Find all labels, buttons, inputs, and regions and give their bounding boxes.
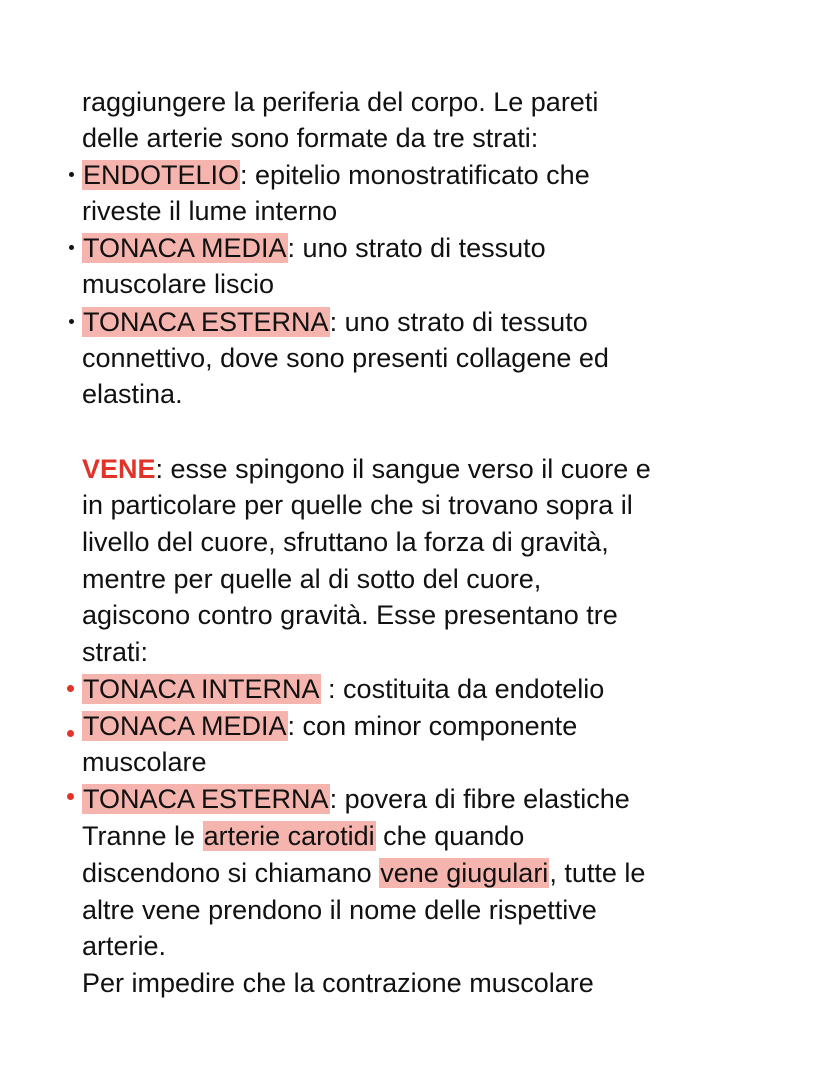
text-span: : esse spingono il sangue verso il cuore e (155, 454, 651, 484)
highlighted-term: ENDOTELIO (83, 160, 240, 190)
bullet-dot (67, 793, 74, 800)
vene-paragraph-line (82, 451, 651, 487)
bullet-dot (69, 172, 74, 177)
highlighted-term: TONACA ESTERNA (83, 784, 329, 814)
list-item-text: : uno strato di tessuto (329, 307, 588, 337)
highlighted-term: TONACA MEDIA (83, 233, 287, 263)
list-item-endotelio (82, 157, 590, 193)
highlighted-term: TONACA MEDIA (83, 711, 287, 741)
list-item-text: : con minor componente (287, 711, 578, 741)
text-line: arterie. (82, 931, 167, 961)
text-line (82, 818, 524, 854)
highlighted-term: arterie carotidi (203, 821, 375, 851)
text-line: muscolare liscio (82, 269, 275, 299)
text-line: raggiungere la periferia del corpo. Le pareti (82, 87, 599, 117)
list-item-text: : epitelio monostratificato che (240, 160, 590, 190)
text-line: muscolare (82, 747, 207, 777)
text-line: Per impedire che la contrazione muscolare (82, 968, 594, 998)
text-span: Tranne le (82, 821, 203, 851)
section-heading-vene: VENE (82, 454, 156, 484)
text-line: altre vene prendono il nome delle rispettive (82, 895, 597, 925)
text-line: in particolare per quelle che si trovano sopra il (82, 490, 633, 520)
bullet-dot (67, 730, 74, 737)
list-item-tonaca-media (82, 230, 546, 266)
text-line: strati: (82, 637, 149, 667)
text-span: discendono si chiamano (82, 858, 380, 888)
text-line: delle arterie sono formate da tre strati: (82, 123, 539, 153)
text-line: mentre per quelle al di sotto del cuore, (82, 564, 542, 594)
highlighted-term: TONACA ESTERNA (83, 307, 329, 337)
highlighted-term: vene giugulari (380, 858, 549, 888)
text-line: connettivo, dove sono presenti collagene ed (82, 343, 609, 373)
list-item-tonaca-interna (82, 671, 604, 707)
list-item-text: : uno strato di tessuto (287, 233, 546, 263)
text-line: elastina. (82, 379, 183, 409)
text-line: livello del cuore, sfruttano la forza di gravità, (82, 527, 609, 557)
bullet-dot (69, 319, 74, 324)
list-item-tonaca-media (82, 708, 577, 744)
highlighted-term: TONACA INTERNA (83, 674, 320, 704)
list-item-text: : povera di fibre elastiche (329, 784, 630, 814)
text-line: riveste il lume interno (82, 196, 338, 226)
bullet-dot (67, 685, 74, 692)
list-item-tonaca-esterna (82, 304, 588, 340)
text-line: agiscono contro gravità. Esse presentano tre (82, 600, 618, 630)
text-span: che quando (375, 821, 525, 851)
bullet-dot (69, 245, 74, 250)
text-line (82, 855, 645, 891)
list-item-text: : costituita da endotelio (320, 674, 605, 704)
text-span: , tutte le (549, 858, 646, 888)
list-item-tonaca-esterna (82, 781, 630, 817)
